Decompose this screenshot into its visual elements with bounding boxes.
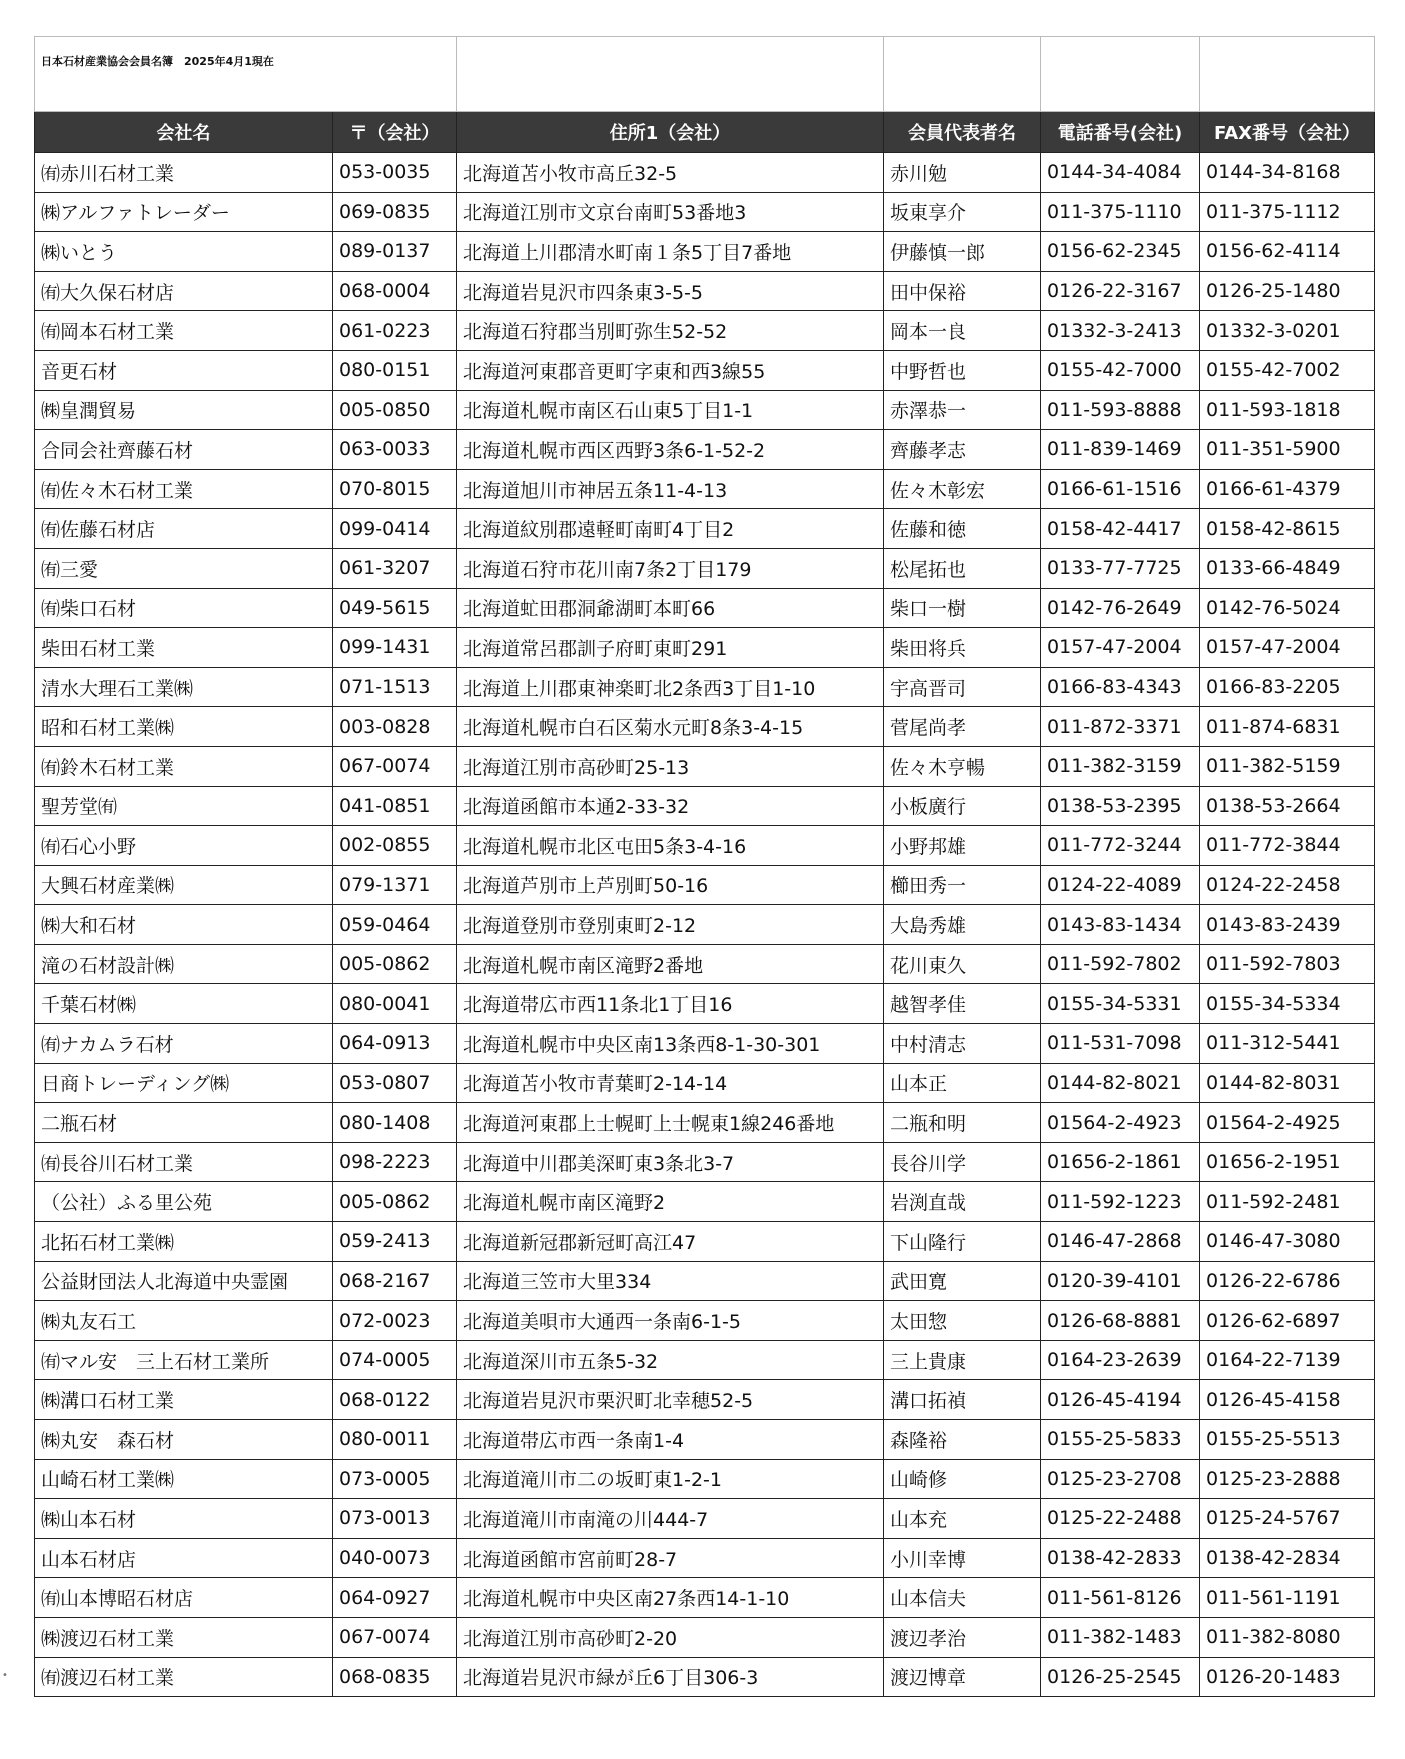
table-row [35,905,1375,945]
cell-representative: 武田寛 [884,1261,1041,1301]
cell-postal: 041-0851 [333,786,457,826]
cell-address: 北海道上川郡清水町南１条5丁目7番地 [457,232,884,272]
cell-company: ㈱いとう [35,232,333,272]
cell-phone: 0166-61-1516 [1041,469,1200,509]
cell-phone: 0142-76-2649 [1041,588,1200,628]
table-row [35,1063,1375,1103]
cell-phone: 0124-22-4089 [1041,865,1200,905]
table-row [35,1420,1375,1460]
cell-fax: 011-382-5159 [1200,746,1375,786]
table-row [35,192,1375,232]
cell-phone: 0144-82-8021 [1041,1063,1200,1103]
table-row [35,1617,1375,1657]
cell-phone: 01564-2-4923 [1041,1103,1200,1143]
cell-phone: 011-375-1110 [1041,192,1200,232]
cell-fax: 0166-83-2205 [1200,667,1375,707]
cell-fax: 0146-47-3080 [1200,1222,1375,1262]
cell-fax: 0166-61-4379 [1200,469,1375,509]
caption-empty-cell [457,37,884,112]
table-row [35,865,1375,905]
cell-postal: 005-0850 [333,390,457,430]
cell-company: 山本石材店 [35,1538,333,1578]
cell-postal: 068-0835 [333,1657,457,1697]
caption-empty-cell [1041,37,1200,112]
cell-fax: 0126-25-1480 [1200,271,1375,311]
cell-address: 北海道河東郡上士幌町上士幌東1線246番地 [457,1103,884,1143]
cell-address: 北海道江別市文京台南町53番地3 [457,192,884,232]
cell-company: ㈲鈴木石材工業 [35,746,333,786]
cell-fax: 0164-22-7139 [1200,1340,1375,1380]
cell-phone: 0156-62-2345 [1041,232,1200,272]
cell-representative: 山崎修 [884,1459,1041,1499]
member-directory-sheet [34,36,1374,1697]
cell-address: 北海道札幌市北区屯田5条3-4-16 [457,826,884,866]
cell-address: 北海道上川郡東神楽町北2条西3丁目1-10 [457,667,884,707]
cell-fax: 0144-34-8168 [1200,153,1375,193]
cell-postal: 053-0807 [333,1063,457,1103]
header-row [35,112,1375,153]
cell-phone: 0126-22-3167 [1041,271,1200,311]
caption-empty-cell [1200,37,1375,112]
table-row [35,746,1375,786]
cell-representative: 山本正 [884,1063,1041,1103]
cell-company: 音更石材 [35,350,333,390]
cell-address: 北海道苫小牧市青葉町2-14-14 [457,1063,884,1103]
cell-postal: 068-0004 [333,271,457,311]
cell-company: 山崎石材工業㈱ [35,1459,333,1499]
cell-phone: 0155-42-7000 [1041,350,1200,390]
cell-representative: 渡辺博章 [884,1657,1041,1697]
column-header-fax: FAX番号（会社） [1200,112,1375,153]
table-row [35,1459,1375,1499]
cell-company: 柴田石材工業 [35,628,333,668]
cell-company: ㈲佐藤石材店 [35,509,333,549]
cell-representative: 田中保裕 [884,271,1041,311]
cell-address: 北海道函館市宮前町28-7 [457,1538,884,1578]
cell-company: ㈱渡辺石材工業 [35,1617,333,1657]
cell-representative: 伊藤慎一郎 [884,232,1041,272]
cell-postal: 061-0223 [333,311,457,351]
cell-company: ㈲岡本石材工業 [35,311,333,351]
cell-phone: 0144-34-4084 [1041,153,1200,193]
cell-phone: 01332-3-2413 [1041,311,1200,351]
cell-phone: 011-592-1223 [1041,1182,1200,1222]
cell-address: 北海道三笠市大里334 [457,1261,884,1301]
table-row [35,1657,1375,1697]
caption-empty-cell [884,37,1041,112]
table-row [35,1538,1375,1578]
cell-address: 北海道札幌市中央区南13条西8-1-30-301 [457,1024,884,1064]
cell-postal: 002-0855 [333,826,457,866]
cell-phone: 011-592-7802 [1041,944,1200,984]
cell-company: （公社）ふる里公苑 [35,1182,333,1222]
cell-fax: 011-593-1818 [1200,390,1375,430]
table-row [35,469,1375,509]
cell-postal: 049-5615 [333,588,457,628]
cell-postal: 079-1371 [333,865,457,905]
cell-company: ㈲ナカムラ石材 [35,1024,333,1064]
cell-postal: 064-0913 [333,1024,457,1064]
cell-postal: 098-2223 [333,1142,457,1182]
cell-postal: 064-0927 [333,1578,457,1618]
cell-company: 千葉石材㈱ [35,984,333,1024]
member-rows [35,153,1375,1697]
scan-speck: • [2,1670,8,1681]
cell-phone: 0125-23-2708 [1041,1459,1200,1499]
document-caption: 日本石材産業協会会員名簿 2025年4月1現在 [35,37,457,112]
cell-representative: 齊藤孝志 [884,430,1041,470]
cell-postal: 005-0862 [333,1182,457,1222]
cell-fax: 0138-42-2834 [1200,1538,1375,1578]
cell-representative: 越智孝佳 [884,984,1041,1024]
cell-representative: 二瓶和明 [884,1103,1041,1143]
cell-representative: 渡辺孝治 [884,1617,1041,1657]
cell-address: 北海道虻田郡洞爺湖町本町66 [457,588,884,628]
cell-postal: 068-2167 [333,1261,457,1301]
column-header-representative: 会員代表者名 [884,112,1041,153]
cell-address: 北海道札幌市中央区南27条西14-1-10 [457,1578,884,1618]
cell-phone: 011-561-8126 [1041,1578,1200,1618]
cell-company: 公益財団法人北海道中央霊園 [35,1261,333,1301]
cell-postal: 074-0005 [333,1340,457,1380]
cell-representative: 溝口拓禎 [884,1380,1041,1420]
table-row [35,786,1375,826]
cell-fax: 011-561-1191 [1200,1578,1375,1618]
column-header-company: 会社名 [35,112,333,153]
column-header-phone: 電話番号(会社) [1041,112,1200,153]
cell-postal: 040-0073 [333,1538,457,1578]
cell-company: ㈱丸友石工 [35,1301,333,1341]
cell-address: 北海道旭川市神居五条11-4-13 [457,469,884,509]
cell-address: 北海道苫小牧市高丘32-5 [457,153,884,193]
cell-postal: 073-0005 [333,1459,457,1499]
table-row [35,153,1375,193]
cell-representative: 坂東享介 [884,192,1041,232]
cell-company: 昭和石材工業㈱ [35,707,333,747]
cell-postal: 070-8015 [333,469,457,509]
cell-phone: 011-382-3159 [1041,746,1200,786]
cell-representative: 下山隆行 [884,1222,1041,1262]
cell-postal: 059-0464 [333,905,457,945]
cell-fax: 011-382-8080 [1200,1617,1375,1657]
cell-representative: 菅尾尚孝 [884,707,1041,747]
table-row [35,628,1375,668]
cell-representative: 佐々木亨暢 [884,746,1041,786]
cell-company: 滝の石材設計㈱ [35,944,333,984]
cell-fax: 0126-45-4158 [1200,1380,1375,1420]
caption-row [35,37,1375,112]
cell-company: 日商トレーディング㈱ [35,1063,333,1103]
cell-company: ㈲大久保石材店 [35,271,333,311]
cell-address: 北海道札幌市南区石山東5丁目1-1 [457,390,884,430]
table-row [35,1142,1375,1182]
cell-postal: 080-1408 [333,1103,457,1143]
cell-company: 聖芳堂㈲ [35,786,333,826]
cell-phone: 0143-83-1434 [1041,905,1200,945]
cell-representative: 小野邦雄 [884,826,1041,866]
table-row [35,1182,1375,1222]
cell-representative: 櫛田秀一 [884,865,1041,905]
cell-fax: 0126-62-6897 [1200,1301,1375,1341]
cell-representative: 長谷川学 [884,1142,1041,1182]
cell-company: 二瓶石材 [35,1103,333,1143]
table-row [35,1340,1375,1380]
table-row [35,1578,1375,1618]
table-row [35,509,1375,549]
cell-phone: 0157-47-2004 [1041,628,1200,668]
cell-phone: 0158-42-4417 [1041,509,1200,549]
cell-fax: 0126-20-1483 [1200,1657,1375,1697]
cell-postal: 080-0151 [333,350,457,390]
cell-representative: 佐々木彰宏 [884,469,1041,509]
cell-company: ㈱山本石材 [35,1499,333,1539]
table-row [35,232,1375,272]
cell-fax: 01656-2-1951 [1200,1142,1375,1182]
cell-postal: 089-0137 [333,232,457,272]
cell-company: 合同会社齊藤石材 [35,430,333,470]
cell-address: 北海道札幌市南区滝野2番地 [457,944,884,984]
cell-fax: 0155-25-5513 [1200,1420,1375,1460]
cell-fax: 0133-66-4849 [1200,548,1375,588]
table-row [35,271,1375,311]
cell-postal: 068-0122 [333,1380,457,1420]
cell-representative: 柴口一樹 [884,588,1041,628]
table-row [35,1222,1375,1262]
cell-company: ㈱アルファトレーダー [35,192,333,232]
cell-company: 北拓石材工業㈱ [35,1222,333,1262]
cell-fax: 0142-76-5024 [1200,588,1375,628]
cell-fax: 0155-34-5334 [1200,984,1375,1024]
cell-fax: 0157-47-2004 [1200,628,1375,668]
column-header-postal: 〒（会社） [333,112,457,153]
cell-address: 北海道美唄市大通西一条南6-1-5 [457,1301,884,1341]
cell-company: ㈱溝口石材工業 [35,1380,333,1420]
cell-company: 大興石材産業㈱ [35,865,333,905]
cell-postal: 053-0035 [333,153,457,193]
cell-fax: 0138-53-2664 [1200,786,1375,826]
cell-address: 北海道芦別市上芦別町50-16 [457,865,884,905]
cell-company: ㈲三愛 [35,548,333,588]
cell-fax: 011-592-7803 [1200,944,1375,984]
table-row [35,826,1375,866]
cell-representative: 山本信夫 [884,1578,1041,1618]
cell-fax: 011-772-3844 [1200,826,1375,866]
cell-representative: 柴田将兵 [884,628,1041,668]
cell-address: 北海道滝川市南滝の川444-7 [457,1499,884,1539]
cell-fax: 0144-82-8031 [1200,1063,1375,1103]
cell-address: 北海道札幌市南区滝野2 [457,1182,884,1222]
cell-representative: 三上貴康 [884,1340,1041,1380]
table-row [35,1301,1375,1341]
table-row [35,707,1375,747]
cell-postal: 072-0023 [333,1301,457,1341]
cell-company: ㈲石心小野 [35,826,333,866]
cell-representative: 小板廣行 [884,786,1041,826]
cell-representative: 松尾拓也 [884,548,1041,588]
table-row [35,390,1375,430]
cell-address: 北海道紋別郡遠軽町南町4丁目2 [457,509,884,549]
cell-postal: 069-0835 [333,192,457,232]
cell-address: 北海道石狩市花川南7条2丁目179 [457,548,884,588]
cell-phone: 0126-68-8881 [1041,1301,1200,1341]
cell-company: ㈲マル安 三上石材工業所 [35,1340,333,1380]
cell-company: ㈲佐々木石材工業 [35,469,333,509]
cell-representative: 山本充 [884,1499,1041,1539]
cell-address: 北海道江別市高砂町2-20 [457,1617,884,1657]
cell-phone: 0120-39-4101 [1041,1261,1200,1301]
cell-address: 北海道石狩郡当別町弥生52-52 [457,311,884,351]
cell-address: 北海道常呂郡訓子府町東町291 [457,628,884,668]
table-row [35,588,1375,628]
table-row [35,667,1375,707]
cell-company: 清水大理石工業㈱ [35,667,333,707]
table-row [35,430,1375,470]
cell-phone: 011-531-7098 [1041,1024,1200,1064]
cell-fax: 011-874-6831 [1200,707,1375,747]
cell-phone: 0164-23-2639 [1041,1340,1200,1380]
cell-fax: 0155-42-7002 [1200,350,1375,390]
cell-phone: 011-772-3244 [1041,826,1200,866]
cell-representative: 太田惣 [884,1301,1041,1341]
cell-fax: 011-592-2481 [1200,1182,1375,1222]
cell-address: 北海道江別市高砂町25-13 [457,746,884,786]
cell-address: 北海道帯広市西一条南1-4 [457,1420,884,1460]
cell-phone: 0155-34-5331 [1041,984,1200,1024]
cell-company: ㈲長谷川石材工業 [35,1142,333,1182]
cell-representative: 大島秀雄 [884,905,1041,945]
table-row [35,311,1375,351]
cell-postal: 099-1431 [333,628,457,668]
cell-fax: 0143-83-2439 [1200,905,1375,945]
cell-representative: 森隆裕 [884,1420,1041,1460]
cell-phone: 01656-2-1861 [1041,1142,1200,1182]
cell-address: 北海道河東郡音更町字東和西3線55 [457,350,884,390]
cell-fax: 0124-22-2458 [1200,865,1375,905]
cell-postal: 003-0828 [333,707,457,747]
cell-address: 北海道岩見沢市栗沢町北幸穂52-5 [457,1380,884,1420]
cell-fax: 0125-23-2888 [1200,1459,1375,1499]
cell-phone: 0166-83-4343 [1041,667,1200,707]
table-row [35,1499,1375,1539]
cell-representative: 宇高晋司 [884,667,1041,707]
cell-representative: 佐藤和徳 [884,509,1041,549]
cell-postal: 063-0033 [333,430,457,470]
cell-phone: 0146-47-2868 [1041,1222,1200,1262]
cell-company: ㈱大和石材 [35,905,333,945]
cell-representative: 岡本一良 [884,311,1041,351]
cell-company: ㈱皇潤貿易 [35,390,333,430]
cell-fax: 0125-24-5767 [1200,1499,1375,1539]
cell-company: ㈲渡辺石材工業 [35,1657,333,1697]
cell-address: 北海道新冠郡新冠町高江47 [457,1222,884,1262]
cell-postal: 067-0074 [333,1617,457,1657]
cell-representative: 赤澤恭一 [884,390,1041,430]
column-header-address: 住所1（会社） [457,112,884,153]
cell-address: 北海道札幌市西区西野3条6-1-52-2 [457,430,884,470]
cell-address: 北海道登別市登別東町2-12 [457,905,884,945]
cell-fax: 0126-22-6786 [1200,1261,1375,1301]
cell-postal: 080-0011 [333,1420,457,1460]
cell-company: ㈲山本博昭石材店 [35,1578,333,1618]
cell-phone: 011-839-1469 [1041,430,1200,470]
cell-address: 北海道深川市五条5-32 [457,1340,884,1380]
cell-phone: 011-593-8888 [1041,390,1200,430]
cell-fax: 011-312-5441 [1200,1024,1375,1064]
table-row [35,1261,1375,1301]
cell-postal: 067-0074 [333,746,457,786]
cell-postal: 080-0041 [333,984,457,1024]
cell-postal: 071-1513 [333,667,457,707]
cell-fax: 01564-2-4925 [1200,1103,1375,1143]
cell-phone: 011-382-1483 [1041,1617,1200,1657]
table-row [35,984,1375,1024]
cell-phone: 0125-22-2488 [1041,1499,1200,1539]
table-row [35,548,1375,588]
cell-representative: 中野哲也 [884,350,1041,390]
cell-representative: 赤川勉 [884,153,1041,193]
cell-fax: 011-351-5900 [1200,430,1375,470]
cell-representative: 花川東久 [884,944,1041,984]
cell-representative: 小川幸博 [884,1538,1041,1578]
table-row [35,1380,1375,1420]
cell-company: ㈲赤川石材工業 [35,153,333,193]
cell-address: 北海道岩見沢市四条東3-5-5 [457,271,884,311]
cell-phone: 0133-77-7725 [1041,548,1200,588]
table-row [35,944,1375,984]
cell-phone: 0155-25-5833 [1041,1420,1200,1460]
cell-postal: 099-0414 [333,509,457,549]
cell-address: 北海道帯広市西11条北1丁目16 [457,984,884,1024]
cell-address: 北海道札幌市白石区菊水元町8条3-4-15 [457,707,884,747]
cell-address: 北海道函館市本通2-33-32 [457,786,884,826]
cell-phone: 011-872-3371 [1041,707,1200,747]
cell-representative: 中村清志 [884,1024,1041,1064]
cell-fax: 0156-62-4114 [1200,232,1375,272]
cell-fax: 01332-3-0201 [1200,311,1375,351]
table-row [35,1024,1375,1064]
cell-phone: 0126-25-2545 [1041,1657,1200,1697]
table-row [35,350,1375,390]
cell-phone: 0126-45-4194 [1041,1380,1200,1420]
cell-company: ㈱丸安 森石材 [35,1420,333,1460]
cell-postal: 059-2413 [333,1222,457,1262]
cell-address: 北海道滝川市二の坂町東1-2-1 [457,1459,884,1499]
member-table [34,36,1375,1697]
cell-address: 北海道岩見沢市緑が丘6丁目306-3 [457,1657,884,1697]
cell-fax: 011-375-1112 [1200,192,1375,232]
cell-postal: 073-0013 [333,1499,457,1539]
cell-phone: 0138-53-2395 [1041,786,1200,826]
cell-representative: 岩渕直哉 [884,1182,1041,1222]
table-row [35,1103,1375,1143]
cell-fax: 0158-42-8615 [1200,509,1375,549]
cell-phone: 0138-42-2833 [1041,1538,1200,1578]
cell-company: ㈲柴口石材 [35,588,333,628]
cell-address: 北海道中川郡美深町東3条北3-7 [457,1142,884,1182]
cell-postal: 005-0862 [333,944,457,984]
cell-postal: 061-3207 [333,548,457,588]
